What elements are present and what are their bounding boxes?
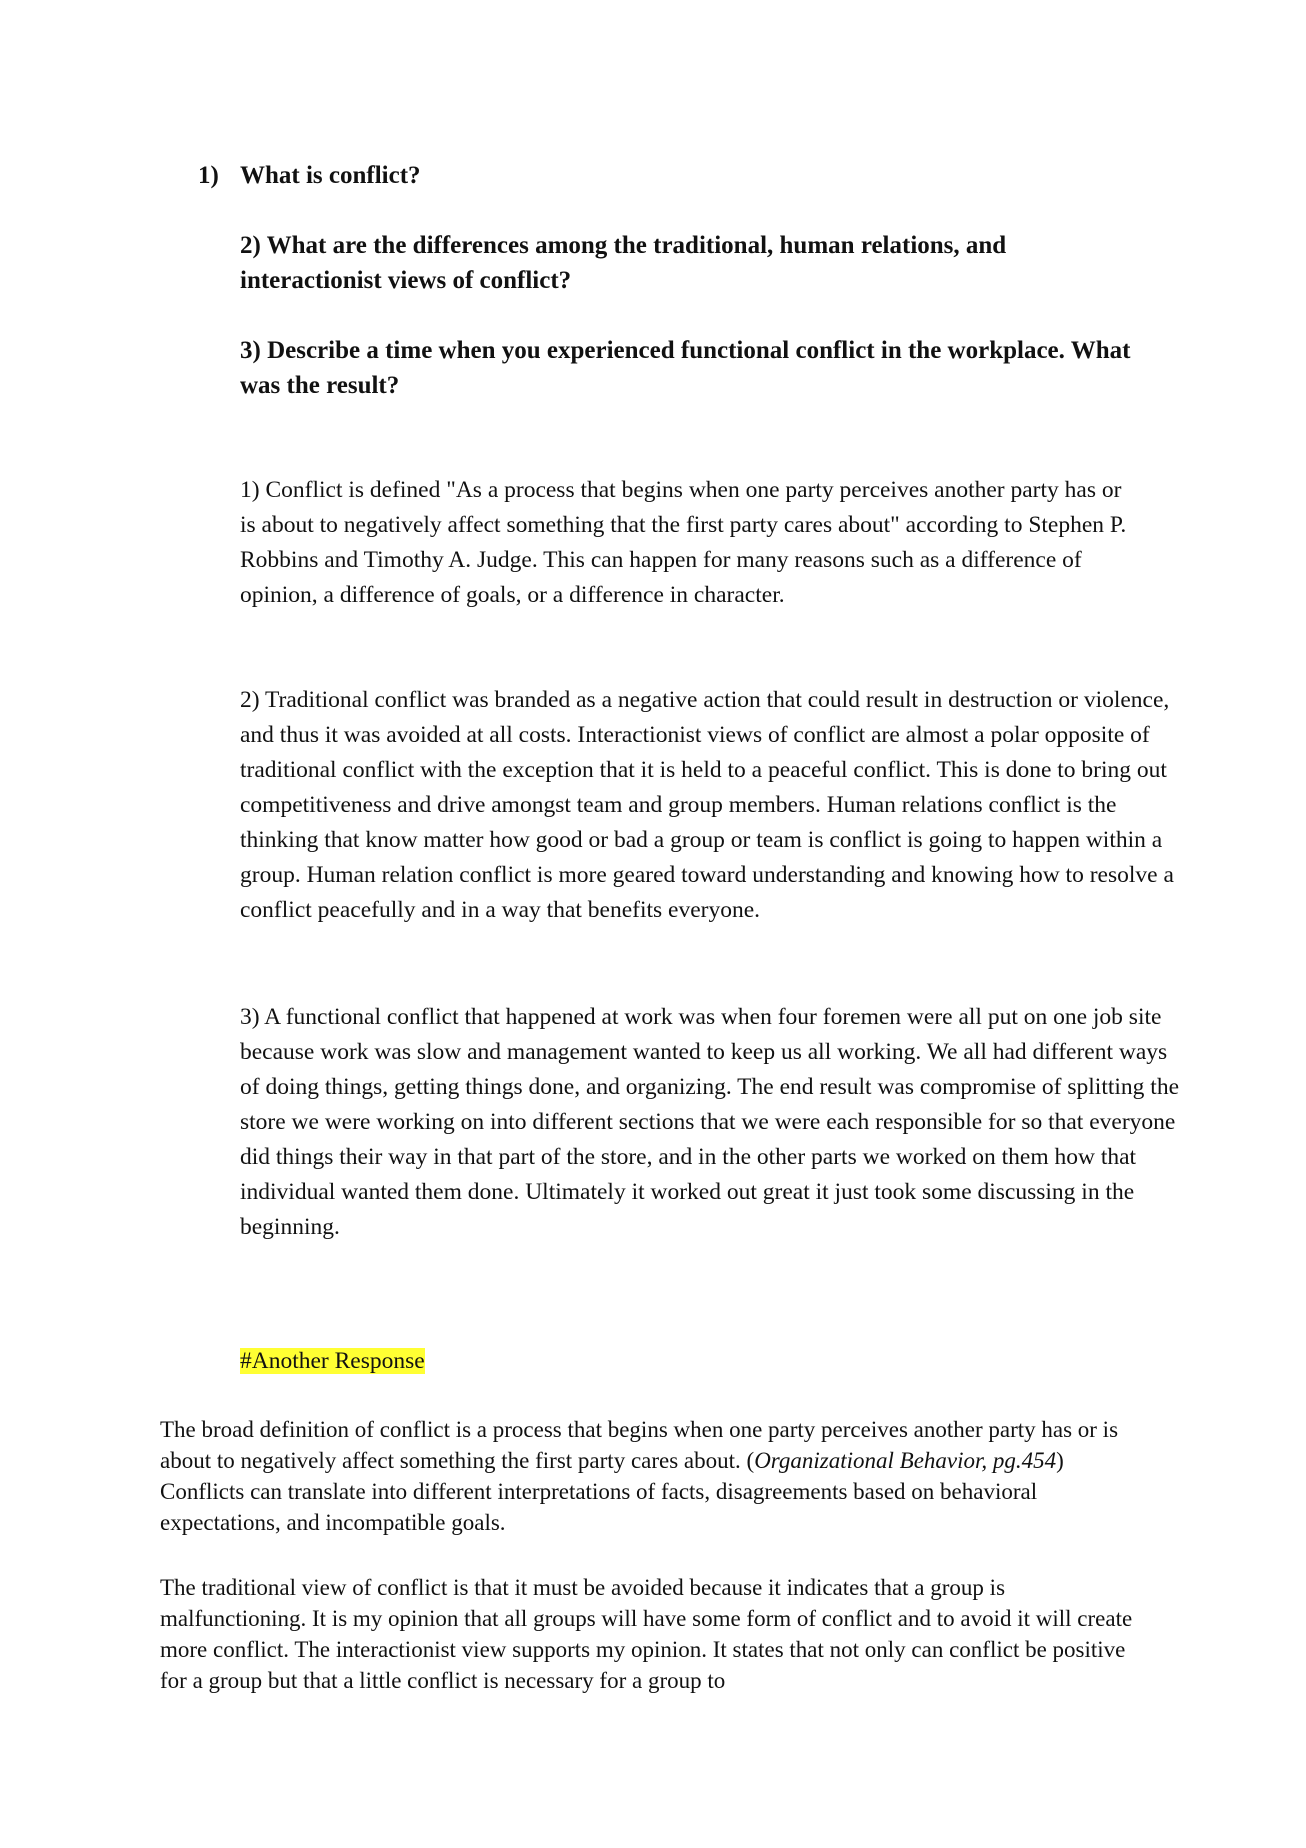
question-1-number: 1) [198,162,219,189]
question-1 [198,158,421,193]
highlighted-tag-text: #Another Response [240,1348,425,1374]
question-3: 3) Describe a time when you experienced functional conflict in the workplace. What was the result? [240,337,1131,399]
question-2: 2) What are the differences among the traditional, human relations, and interactionist views of conflict? [240,232,1007,294]
answer-1: 1) Conflict is defined "As a process that begins when one party perceives another party has or is about to negatively affect something that the first party cares about" according to Stephen P. Robbins and Timothy A. Judge. This can happen for many reasons such as a difference of opinion, a difference of goals, or a difference in character. [240,477,1127,608]
answer-3: 3) A functional conflict that happened at work was when four foremen were all put on one job site because work was slow and management wanted to keep us all working. We all had different ways of doing things, getting things done, and organizing. The end result was compromise of splitting the store we were working on into different sections that we were each responsible for so that everyone did things their way in that part of the store, and in the other parts we worked on them how that individual wanted them done. Ultimately it worked out great it just took some discussing in the beginning. [240,1004,1180,1240]
question-1-text: What is conflict? [240,162,421,189]
another-response-tag [240,1346,425,1377]
answer-2: 2) Traditional conflict was branded as a negative action that could result in destruction or violence, and thus it was avoided at all costs. Interactionist views of conflict are almost a polar opposite of traditional conflict with the exception that it is held to a peaceful conflict. This is done to bring out competitiveness and drive amongst team and group members. Human relations conflict is the thinking that know matter how good or bad a group or team is conflict is going to happen within a group. Human relation conflict is more geared toward understanding and knowing how to resolve a conflict peacefully and in a way that benefits everyone. [240,687,1174,923]
citation-text: Organizational Behavior, pg.454 [754,1448,1057,1473]
another-response-paragraph-1 [160,1414,1130,1538]
paragraph-1-start: The broad definition of conflict is a process that begins when one party perceives another party has or is about to negatively affect something the first party cares about. ( [160,1417,1119,1473]
paragraph-1-end: ) Conflicts can translate into different interpretations of facts, disagreements based on behavioral expectations, and incompatible goals. [160,1448,1064,1535]
another-response-paragraph-2: The traditional view of conflict is that it must be avoided because it indicates that a group is malfunctioning. It is my opinion that all groups will have some form of conflict and to avoid it will create more conflict. The interactionist view supports my opinion. It states that not only can conflict be positive for a group but that a little conflict is necessary for a group to [160,1575,1133,1693]
